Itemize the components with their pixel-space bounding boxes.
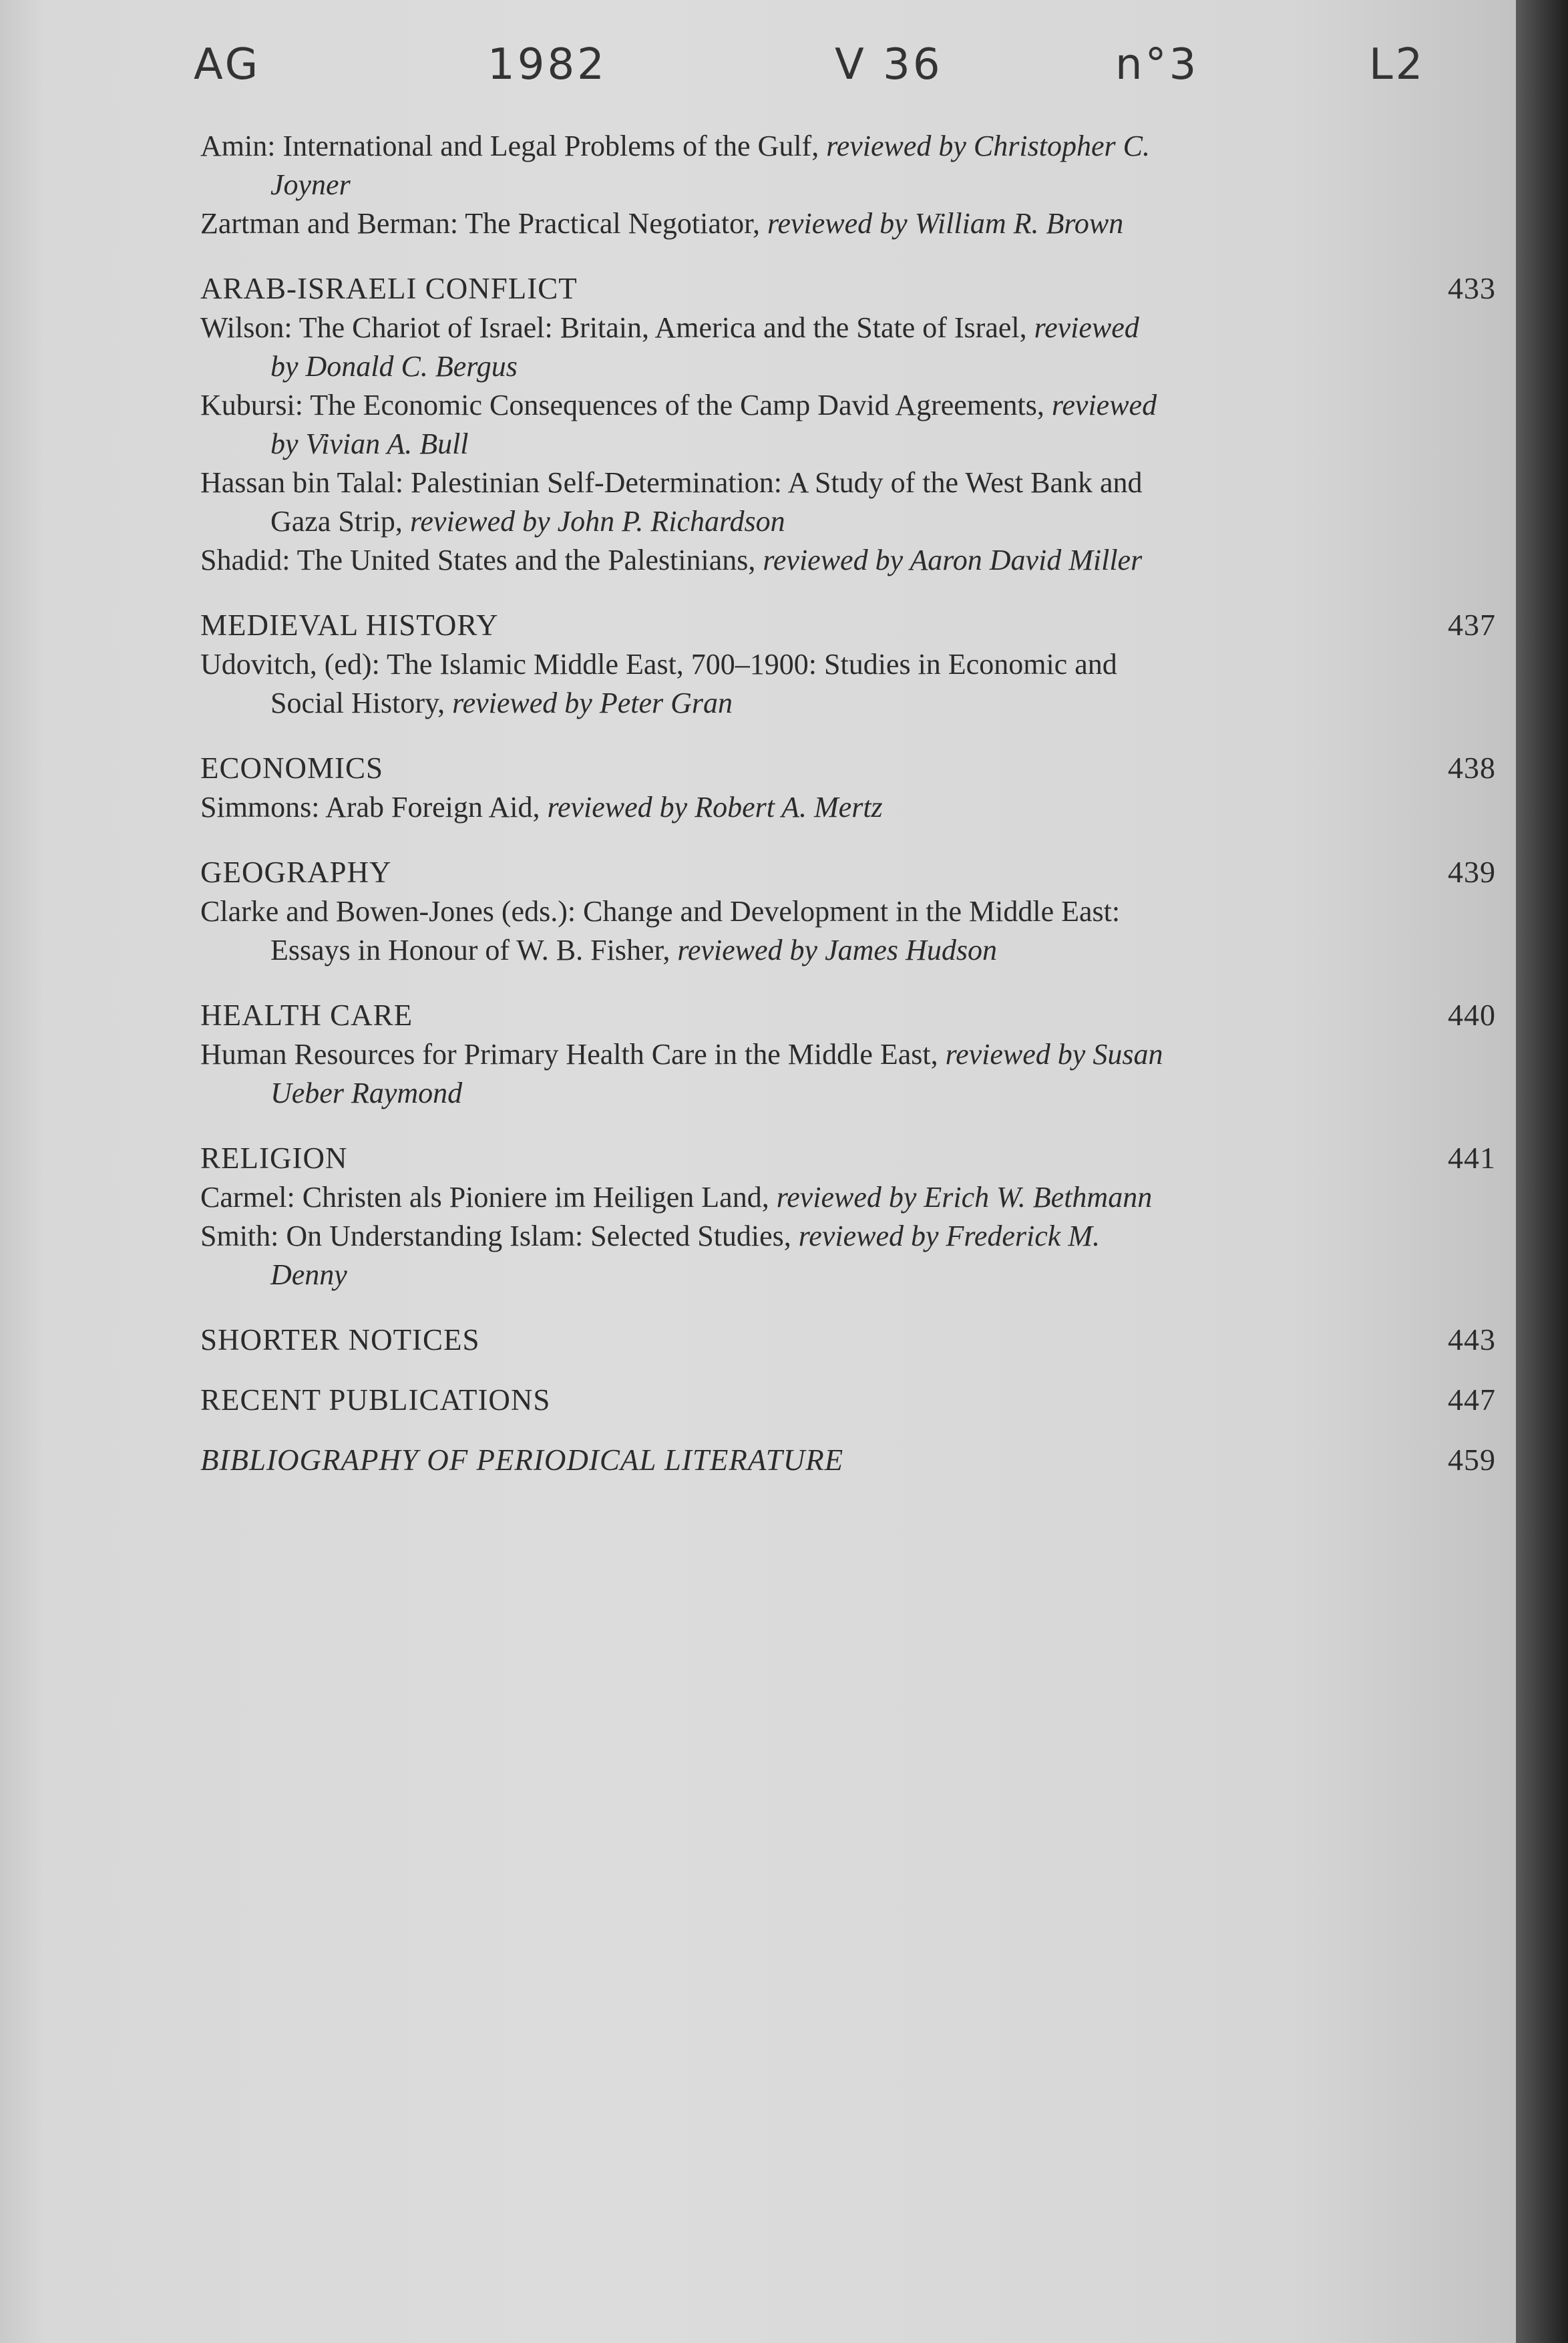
page-number: 438	[1448, 751, 1496, 785]
toc-entry: Carmel: Christen als Pioniere im Heiligen Land, reviewed by Erich W. Bethmann	[200, 1181, 1153, 1214]
handwritten-header	[194, 40, 1462, 114]
page-number: 439	[1448, 855, 1496, 889]
toc-entry: Hassan bin Talal: Palestinian Self-Determination: A Study of the West Bank and	[200, 466, 1143, 499]
toc-entry: Udovitch, (ed): The Islamic Middle East, 700–1900: Studies in Economic and	[200, 648, 1117, 681]
toc-entry-continuation: Gaza Strip, reviewed by John P. Richardson	[270, 505, 785, 538]
table-of-contents	[200, 127, 1496, 1480]
toc-entry-continuation: Ueber Raymond	[270, 1077, 463, 1109]
section-heading-shorter-notices: SHORTER NOTICES 443	[200, 1320, 1496, 1360]
section-heading-recent-publications: RECENT PUBLICATIONS 447	[200, 1380, 1496, 1420]
section-heading-religion: RELIGION 441	[200, 1138, 1496, 1178]
toc-entry: Smith: On Understanding Islam: Selected Studies, reviewed by Frederick M.	[200, 1220, 1100, 1252]
page-number: 447	[1448, 1383, 1496, 1417]
section-heading-geography: GEOGRAPHY 439	[200, 852, 1496, 892]
toc-entry-continuation: Joyner	[270, 168, 351, 201]
toc-entry: Shadid: The United States and the Palestinians, reviewed by Aaron David Miller	[200, 544, 1143, 576]
toc-entry-continuation: by Vivian A. Bull	[270, 427, 469, 460]
section-heading-medieval-history: MEDIEVAL HISTORY 437	[200, 605, 1496, 645]
toc-entry-continuation: Social History, reviewed by Peter Gran	[270, 687, 733, 719]
handwritten-mark-2: L2	[1369, 40, 1426, 89]
handwritten-mark-1: AG	[194, 40, 261, 89]
section-heading-bibliography: BIBLIOGRAPHY OF PERIODICAL LITERATURE 459	[200, 1440, 1496, 1480]
toc-entry-continuation: Essays in Honour of W. B. Fisher, reviewed by James Hudson	[270, 934, 997, 966]
page-number: 459	[1448, 1443, 1496, 1477]
toc-entry: Zartman and Berman: The Practical Negotiator, reviewed by William R. Brown	[200, 207, 1124, 240]
toc-entry: Amin: International and Legal Problems of the Gulf, reviewed by Christopher C.	[200, 130, 1150, 162]
toc-entry-continuation: Denny	[270, 1258, 347, 1291]
section-heading-arab-israeli: ARAB-ISRAELI CONFLICT 433	[200, 268, 1496, 309]
toc-entry: Human Resources for Primary Health Care in the Middle East, reviewed by Susan	[200, 1038, 1163, 1071]
toc-entry: Kubursi: The Economic Consequences of the Camp David Agreements, reviewed	[200, 389, 1157, 421]
dark-binding-edge	[1516, 0, 1568, 2343]
page-number: 443	[1448, 1322, 1496, 1357]
section-heading-health-care: HEALTH CARE 440	[200, 995, 1496, 1035]
page-number: 441	[1448, 1141, 1496, 1175]
handwritten-year: 1982	[487, 40, 607, 89]
section-heading-economics: ECONOMICS 438	[200, 748, 1496, 788]
toc-entry: Clarke and Bowen-Jones (eds.): Change and Development in the Middle East:	[200, 895, 1121, 928]
handwritten-volume: V 36	[835, 40, 943, 89]
toc-entry: Wilson: The Chariot of Israel: Britain, America and the State of Israel, reviewed	[200, 311, 1139, 344]
handwritten-number: n°3	[1115, 40, 1199, 89]
toc-entry-continuation: by Donald C. Bergus	[270, 350, 518, 383]
page-number: 437	[1448, 608, 1496, 642]
page-number: 440	[1448, 998, 1496, 1032]
page-number: 433	[1448, 271, 1496, 305]
toc-entry: Simmons: Arab Foreign Aid, reviewed by Robert A. Mertz	[200, 791, 883, 824]
